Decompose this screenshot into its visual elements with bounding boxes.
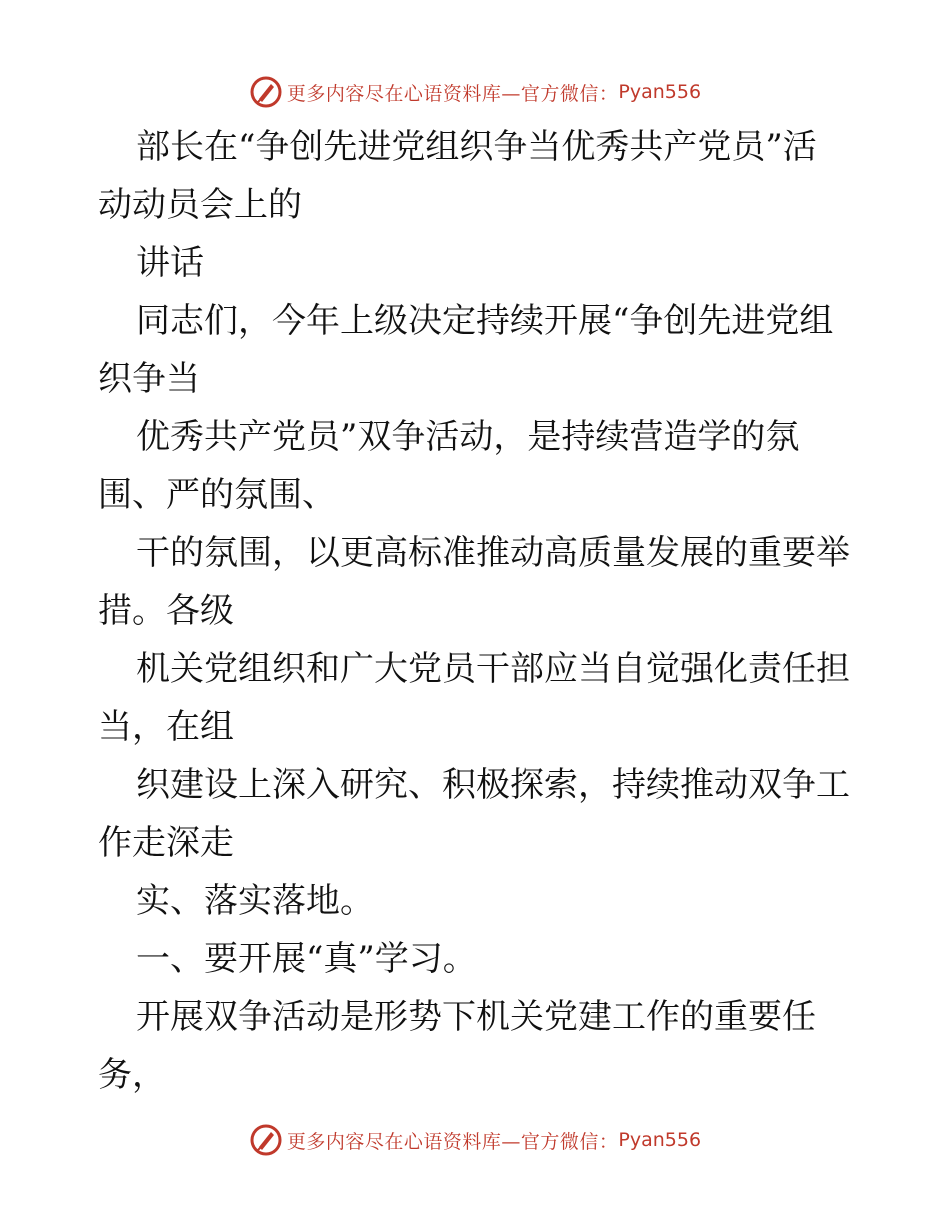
paragraph-line: 优秀共产党员”双争活动，是持续营造学的氛: [136, 417, 800, 457]
paragraph-line: 织建设上深入研究、积极探索，持续推动双争工: [136, 765, 850, 805]
paragraph-line: 开展双争活动是形势下机关党建工作的重要任: [136, 997, 816, 1037]
paragraph-line: 作走深走: [98, 823, 234, 863]
paragraph-line: 机关党组织和广大党员干部应当自觉强化责任担: [136, 649, 850, 689]
paragraph-line: 务，: [98, 1055, 166, 1095]
paragraph-line: 当，在组: [98, 707, 234, 747]
header-banner: [0, 72, 950, 112]
title-line: 动动员会上的: [98, 185, 302, 225]
paragraph-line: 干的氛围，以更高标准推动高质量发展的重要举: [136, 533, 850, 573]
banner-wechat-id: Pyan556: [618, 1129, 702, 1151]
paragraph-line: 措。各级: [98, 591, 234, 631]
banner-text: 更多内容尽在心语资料库—官方微信：: [286, 1130, 619, 1153]
section-heading: 一、要开展“真”学习。: [136, 939, 477, 979]
paragraph-line: 织争当: [98, 359, 200, 399]
banner-wechat-id: Pyan556: [618, 81, 702, 103]
title-line: 部长在“争创先进党组织争当优秀共产党员”活: [136, 127, 817, 167]
banner-text: 更多内容尽在心语资料库—官方微信：: [286, 82, 619, 105]
paragraph-line: 同志们，今年上级决定持续开展“争创先进党组: [136, 301, 834, 341]
paragraph-line: 实、落实落地。: [136, 881, 374, 921]
quill-pen-logo-icon: [249, 1123, 283, 1157]
title-line: 讲话: [136, 243, 204, 283]
document-body: [98, 118, 858, 1104]
quill-pen-logo-icon: [249, 75, 283, 109]
paragraph-line: 围、严的氛围、: [98, 475, 336, 515]
footer-banner: [0, 1120, 950, 1160]
